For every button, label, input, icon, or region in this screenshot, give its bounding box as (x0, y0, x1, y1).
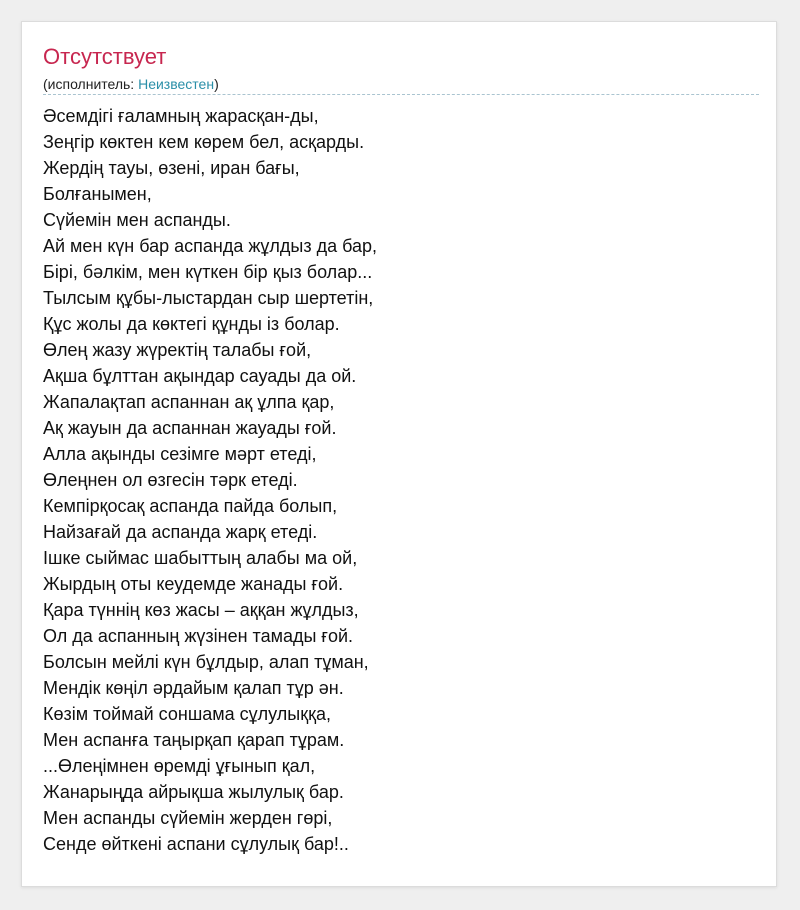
lyric-line: Алла ақынды сезімге мәрт етеді, (43, 444, 317, 464)
lyric-line: Сенде өйткені аспани сұлулық бар!.. (43, 834, 349, 854)
lyric-line: Өлеңнен ол өзгесін тәрк етеді. (43, 470, 298, 490)
lyric-line: Көзім тоймай соншама сұлулыққа, (43, 704, 331, 724)
lyric-line: Қара түннің көз жасы – аққан жұлдыз, (43, 600, 359, 620)
lyric-line: Тылсым құбы-лыстардан сыр шертетін, (43, 288, 374, 308)
lyric-line: Ішке сыймас шабыттың алабы ма ой, (43, 548, 358, 568)
lyric-line: Ақша бұлттан ақындар сауады да ой. (43, 366, 357, 386)
lyric-line: ...Өлеңімнен өремді ұғынып қал, (43, 756, 316, 776)
lyric-line: Кемпірқосақ аспанда пайда болып, (43, 496, 338, 516)
lyric-line: Мендік көңіл әрдайым қалап тұр ән. (43, 678, 344, 698)
song-header (43, 44, 759, 95)
lyric-line: Өлең жазу жүректің талабы ғой, (43, 340, 312, 360)
lyric-line: Жанарыңда айрықша жылулық бар. (43, 782, 344, 802)
lyric-line: Жырдың оты кеудемде жанады ғой. (43, 574, 344, 594)
song-title: Отсутствует (43, 44, 167, 69)
artist-suffix: ) (214, 76, 219, 92)
lyric-line: Құс жолы да көктегі құнды із болар. (43, 314, 340, 334)
lyric-line: Ай мен күн бар аспанда жұлдыз да бар, (43, 236, 378, 256)
lyric-line: Ол да аспанның жүзінен тамады ғой. (43, 626, 354, 646)
lyric-line: Болсын мейлі күн бұлдыр, алап тұман, (43, 652, 369, 672)
lyric-line: Мен аспанды сүйемін жерден гөрі, (43, 808, 333, 828)
lyric-line: Жердің тауы, өзені, иран бағы, (43, 158, 300, 178)
artist-prefix: (исполнитель: (43, 76, 139, 92)
lyric-line: Болғанымен, (43, 184, 152, 204)
lyric-line: Сүйемін мен аспанды. (43, 210, 231, 230)
lyric-line: Жапалақтап аспаннан ақ ұлпа қар, (43, 392, 335, 412)
lyrics-text (43, 103, 759, 857)
lyric-line: Ақ жауын да аспаннан жауады ғой. (43, 418, 337, 438)
artist-link[interactable]: Неизвестен (138, 76, 215, 92)
lyric-line: Найзағай да аспанда жарқ етеді. (43, 522, 318, 542)
artist-line (43, 75, 759, 93)
lyric-line: Зеңгір көктен кем көрем бел, асқарды. (43, 132, 365, 152)
lyrics-card (21, 21, 777, 887)
lyric-line: Бірі, бәлкім, мен күткен бір қыз болар... (43, 262, 373, 282)
lyric-line: Әсемдігі ғаламның жарасқан-ды, (43, 106, 319, 126)
lyric-line: Мен аспанға таңырқап қарап тұрам. (43, 730, 345, 750)
